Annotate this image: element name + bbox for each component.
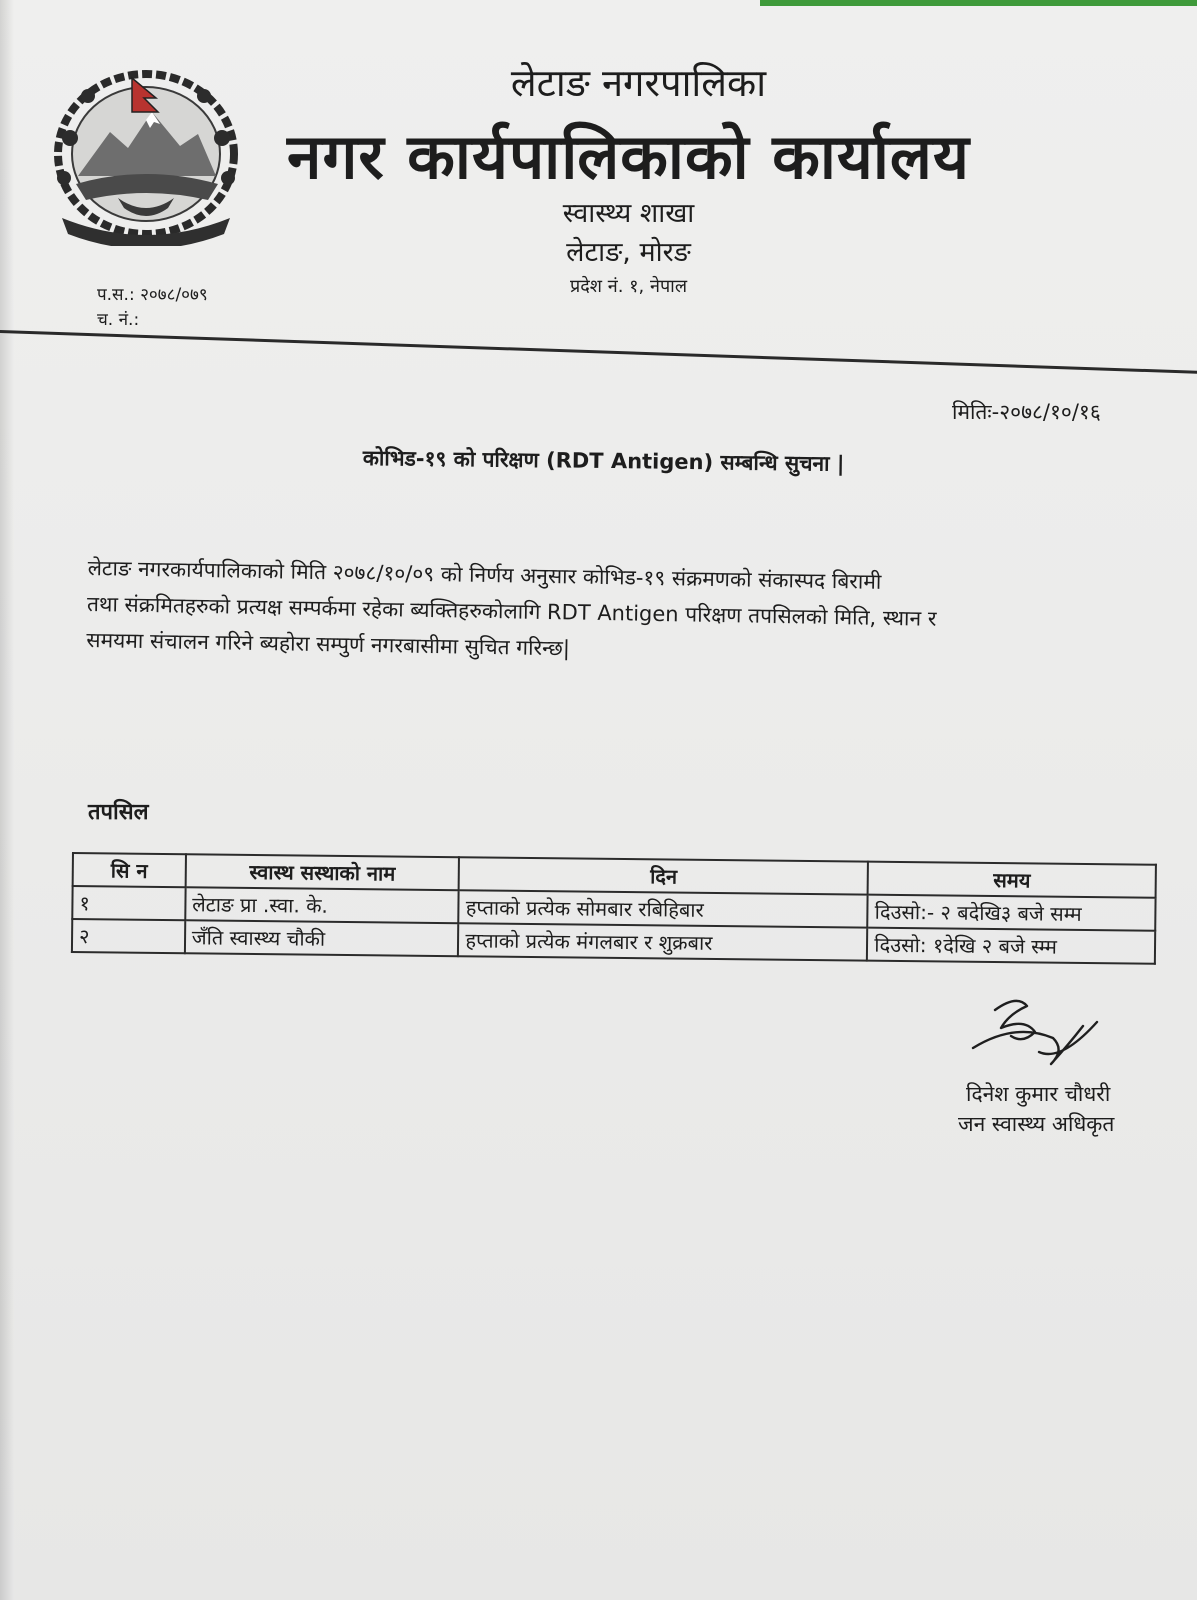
notice-body [86,550,1158,677]
notice-subject: कोभिड-१९ को परिक्षण (RDT Antigen) सम्बन्धि सुचना | [362,445,845,476]
province-line: प्रदेश नं. १, नेपाल [569,276,688,297]
notice-date: मितिः-२०७८/१०/१६ [952,400,1101,424]
page-edge-shadow [0,0,14,1600]
branch-name: स्वास्थ्य शाखा [562,198,695,229]
body-line: तथा संक्रमितहरुको प्रत्यक्ष सम्पर्कमा रहेका ब्यक्तिहरुकोलागि RDT Antigen परिक्षण तपसिलको मिति, स्थान र [86,591,937,631]
handwritten-signature [965,992,1100,1080]
cell-time: दिउसो: १देखि २ बजे स्म्म [867,928,1155,964]
column-header-time: समय [868,862,1156,898]
cell-facility: लेटाङ प्रा .स्वा. के. [185,887,459,923]
cell-serial: १ [72,886,185,920]
cell-time: दिउसो:- २ बदेखि३ बजे सम्म [868,895,1156,931]
schedule-table [71,852,1157,965]
body-line: समयमा संचालन गरिने ब्यहोरा सम्पुर्ण नगरबासीमा सुचित गरिन्छ| [86,627,571,661]
office-title: नगर कार्यपालिकाको कार्यालय [287,120,970,193]
body-line: लेटाङ नगरकार्यपालिकाको मिति २०७८/१०/०९ को निर्णय अनुसार कोभिड-१९ संक्रमणको संकास्पद बिरामी [87,555,882,594]
cell-serial: २ [72,919,185,953]
signatory-title: जन स्वास्थ्य अधिकृत [958,1112,1115,1136]
top-green-strip [760,0,1197,6]
column-header-facility: स्वास्थ सस्थाको नाम [185,854,459,890]
schedule-table-wrapper [71,852,1157,965]
header-divider [0,330,1197,374]
column-header-day: दिन [459,857,868,894]
cell-facility: जँति स्वास्थ्य चौकी [185,920,459,956]
column-header-serial: सि न [73,853,186,887]
dispatch-number: च. नं.: [97,310,140,330]
cell-day: हप्ताको प्रत्येक सोमबार रबिहिबार [459,890,868,927]
cell-day: हप्ताको प्रत्येक मंगलबार र शुक्रबार [458,923,867,960]
signatory-name: दिनेश कुमार चौधरी [966,1082,1111,1106]
schedule-heading: तपसिल [88,800,149,825]
municipality-name: लेटाङ नगरपालिका [510,61,767,105]
letter-reference-number: प.स.: २०७८/०७९ [97,285,208,305]
office-location: लेटाङ, मोरङ [566,237,691,268]
